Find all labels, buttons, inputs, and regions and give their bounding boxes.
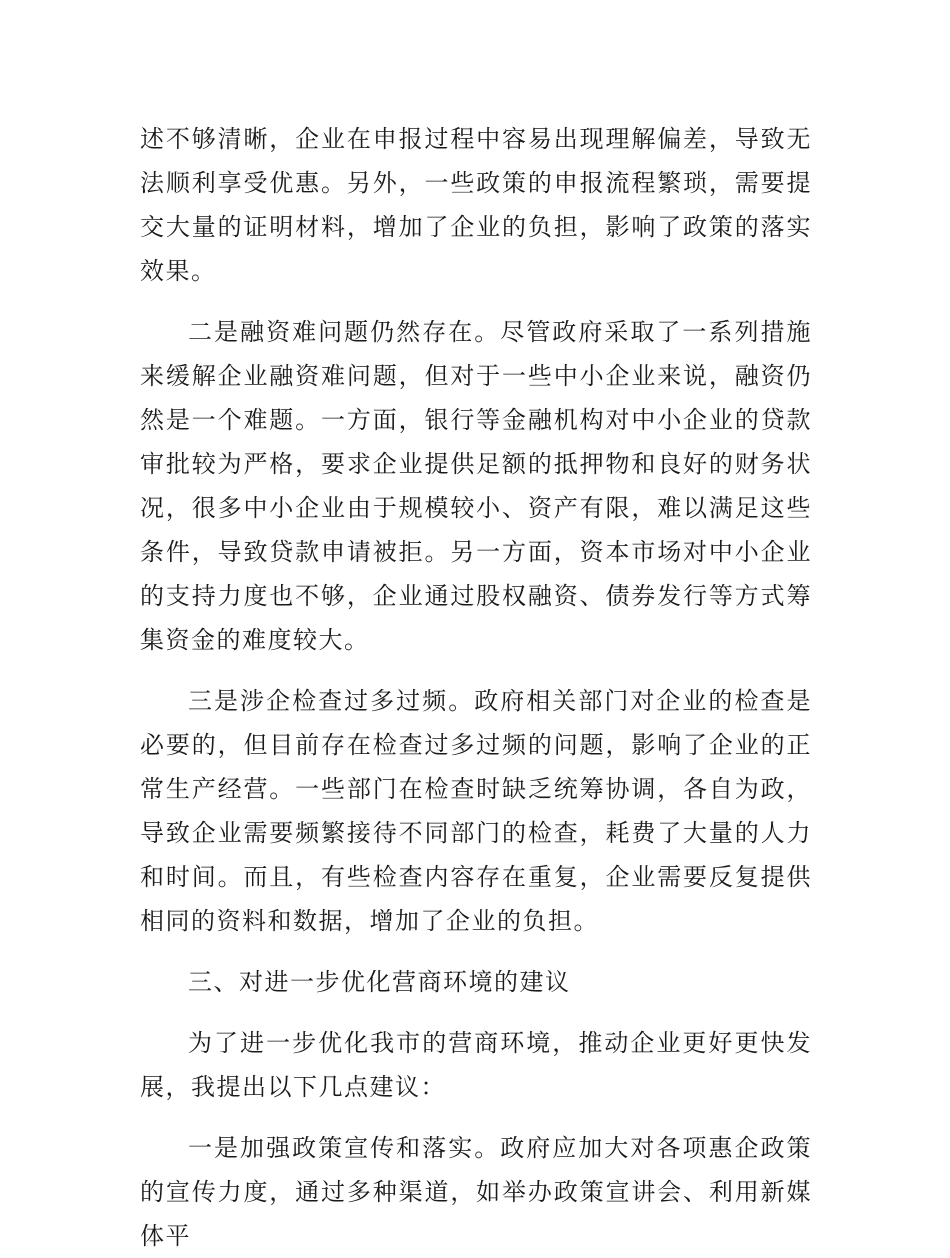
paragraph-gap: [140, 662, 812, 679]
paragraph-gap: [140, 293, 812, 310]
paragraph-gap: [140, 943, 812, 960]
paragraph-frequent-inspections: 三是涉企检查过多过频。政府相关部门对企业的检查是必要的，但目前存在检查过多过频的问题，影响了企业的正常生产经营。一些部门在检查时缺乏统筹协调，各自为政，导致企业需要频繁接待不同部门的检查，耗费了大量的人力和时间。而且，有些检查内容存在重复，企业需要反复提供相同的资料和数据，增加了企业的负担。: [140, 687, 812, 935]
paragraph-policy-clarity: 述不够清晰，企业在申报过程中容易出现理解偏差，导致无法顺利享受优惠。另外，一些政策的申报流程繁琐，需要提交大量的证明材料，增加了企业的负担，影响了政策的落实效果。: [140, 125, 812, 285]
paragraph-gap: [140, 1004, 812, 1021]
paragraph-gap: [140, 1109, 812, 1126]
paragraph-financing-difficulty: 二是融资难问题仍然存在。尽管政府采取了一系列措施来缓解企业融资难问题，但对于一些中小企业来说，融资仍然是一个难题。一方面，银行等金融机构对中小企业的贷款审批较为严格，要求企业提供足额的抵押物和良好的财务状况，很多中小企业由于规模较小、资产有限，难以满足这些条件，导致贷款申请被拒。另一方面，资本市场对中小企业的支持力度也不够，企业通过股权融资、债券发行等方式筹集资金的难度较大。: [140, 318, 812, 654]
document-page: [140, 117, 812, 1258]
paragraph-suggestions-intro: 为了进一步优化我市的营商环境，推动企业更好更快发展，我提出以下几点建议：: [140, 1029, 812, 1101]
section-heading-suggestions: 三、对进一步优化营商环境的建议: [188, 968, 571, 996]
paragraph-policy-promotion: 一是加强政策宣传和落实。政府应加大对各项惠企政策的宣传力度，通过多种渠道，如举办政策宣讲会、利用新媒体平: [140, 1134, 812, 1250]
